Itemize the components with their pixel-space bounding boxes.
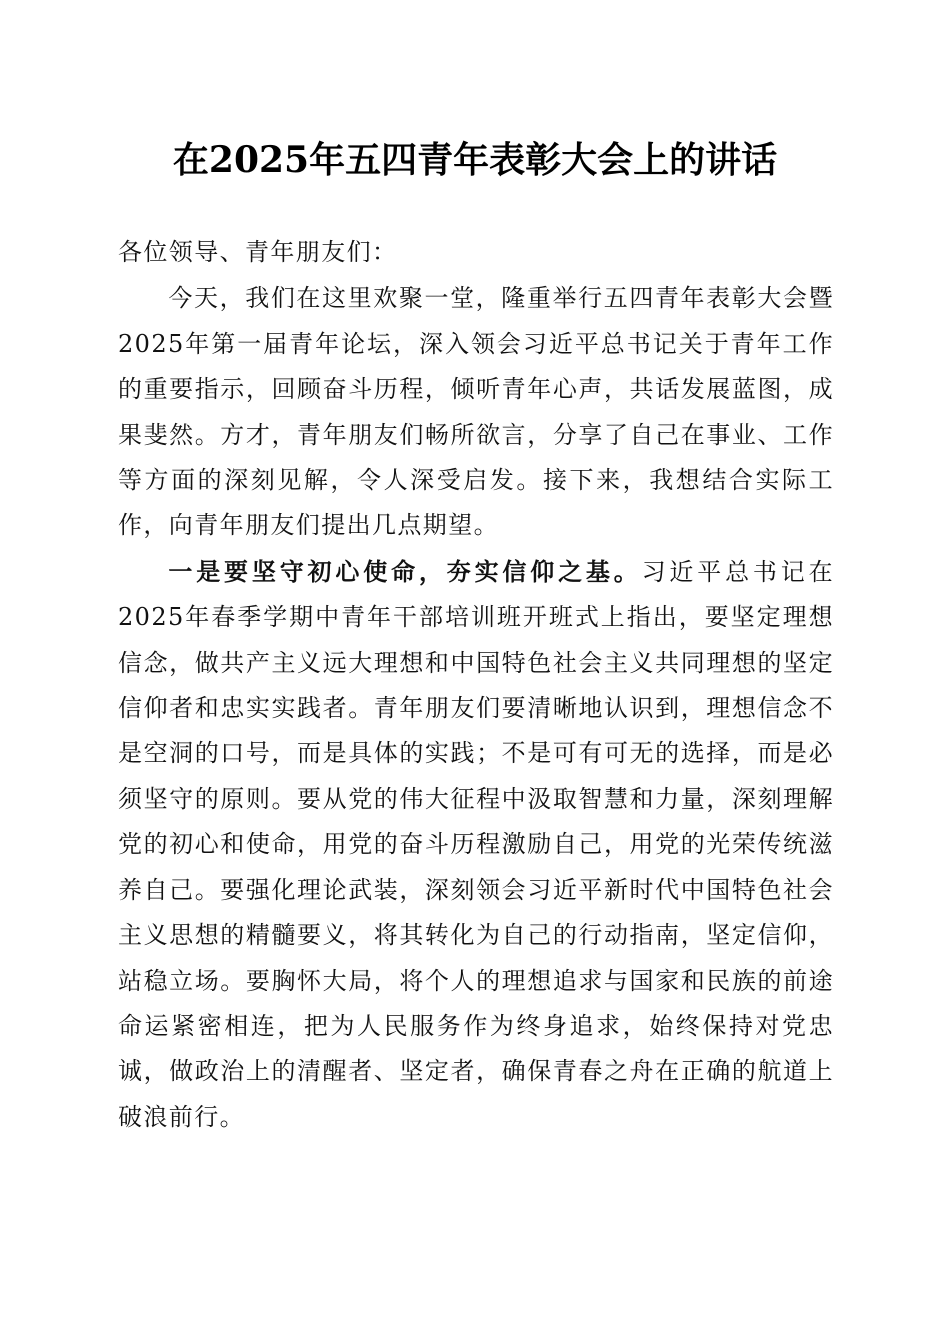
paragraph-2	[118, 549, 834, 1140]
paragraph-2-lead: 一是要坚守初心使命，夯实信仰之基。	[168, 556, 642, 586]
paragraph-2-text: 习近平总书记在2025年春季学期中青年干部培训班开班式上指出，要坚定理想信念，做共产主义远大理想和中国特色社会主义共同理想的坚定信仰者和忠实实践者。青年朋友们要清晰地认识到，理想信念不是空洞的口号，而是具体的实践；不是可有可无的选择，而是必须坚守的原则。要从党的伟大征程中汲取智慧和力量，深刻理解党的初心和使命，用党的奋斗历程激励自己，用党的光荣传统滋养自己。要强化理论武装，深刻领会习近平新时代中国特色社会主义思想的精髓要义，将其转化为自己的行动指南，坚定信仰，站稳立场。要胸怀大局，将个人的理想追求与国家和民族的前途命运紧密相连，把为人民服务作为终身追求，始终保持对党忠诚，做政治上的清醒者、坚定者，确保青春之舟在正确的航道上破浪前行。	[118, 557, 834, 1131]
paragraph-1	[118, 275, 834, 548]
document-title: 在2025年五四青年表彰大会上的讲话	[172, 139, 778, 181]
document-body	[118, 230, 834, 1140]
salutation: 各位领导、青年朋友们：	[118, 238, 398, 266]
paragraph-1-text: 今天，我们在这里欢聚一堂，隆重举行五四青年表彰大会暨2025年第一届青年论坛，深入领会习近平总书记关于青年工作的重要指示，回顾奋斗历程，倾听青年心声，共话发展蓝图，成果斐然。方才，青年朋友们畅所欲言，分享了自己在事业、工作等方面的深刻见解，令人深受启发。接下来，我想结合实际工作，向青年朋友们提出几点期望。	[118, 284, 834, 540]
